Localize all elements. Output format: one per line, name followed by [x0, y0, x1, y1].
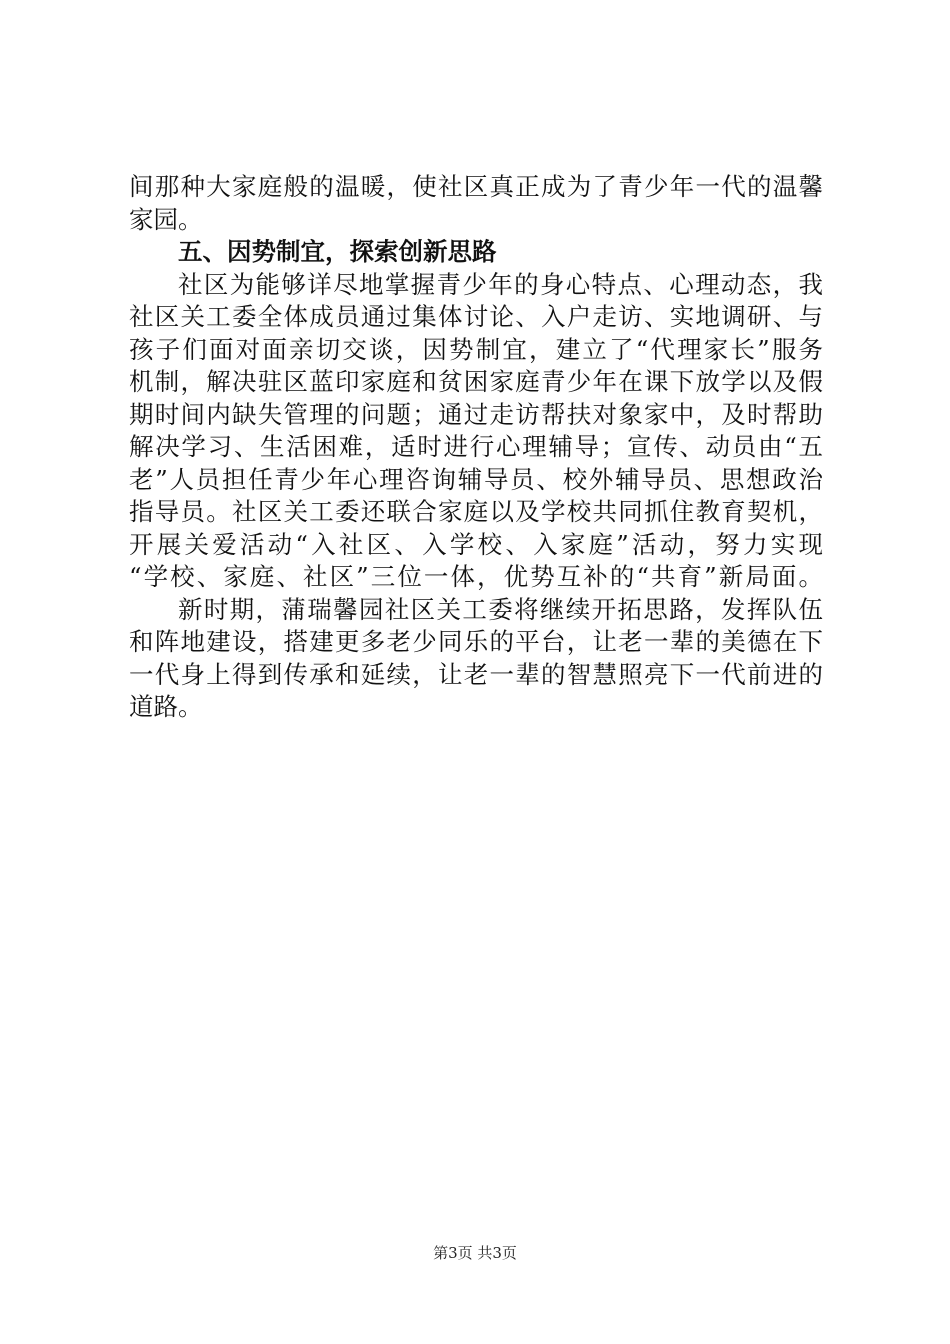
section-heading: 五、因势制宜，探索创新思路 [178, 237, 497, 266]
paragraph-conclusion [129, 594, 823, 724]
text-line: 和阵地建设，搭建更多老少同乐的平台，让老一辈的美德在下 [129, 627, 823, 656]
text-line: 家园。 [129, 204, 203, 234]
text-line: 一代身上得到传承和延续，让老一辈的智慧照亮下一代前进的 [129, 659, 823, 689]
text-line: “学校、家庭、社区”三位一体，优势互补的“共育”新局面。 [129, 562, 823, 591]
paragraph-body [129, 269, 823, 594]
text-line: 孩子们面对面亲切交谈，因势制宜，建立了“代理家长”服务 [129, 334, 823, 364]
text-line: 间那种大家庭般的温暖，使社区真正成为了青少年一代的温馨 [129, 172, 823, 201]
text-line: 机制，解决驻区蓝印家庭和贫困家庭青少年在课下放学以及假 [129, 367, 823, 396]
text-line: 社区为能够详尽地掌握青少年的身心特点、心理动态，我 [178, 269, 823, 299]
text-line: 道路。 [129, 692, 203, 721]
text-line: 新时期，蒲瑞馨园社区关工委将继续开拓思路，发挥队伍 [178, 594, 823, 624]
text-line: 期时间内缺失管理的问题；通过走访帮扶对象家中，及时帮助 [129, 399, 823, 429]
paragraph-continuation [129, 171, 823, 236]
text-line: 指导员。社区关工委还联合家庭以及学校共同抓住教育契机， [129, 497, 823, 526]
page-number-footer: 第3页 共3页 [433, 1244, 517, 1262]
text-line: 开展关爱活动“入社区、入学校、入家庭”活动，努力实现 [129, 529, 823, 559]
text-line: 解决学习、生活困难，适时进行心理辅导；宣传、动员由“五 [129, 432, 823, 461]
document-body [129, 171, 823, 724]
text-line: 社区关工委全体成员通过集体讨论、入户走访、实地调研、与 [129, 302, 823, 331]
text-line: 老”人员担任青少年心理咨询辅导员、校外辅导员、思想政治 [129, 464, 823, 494]
